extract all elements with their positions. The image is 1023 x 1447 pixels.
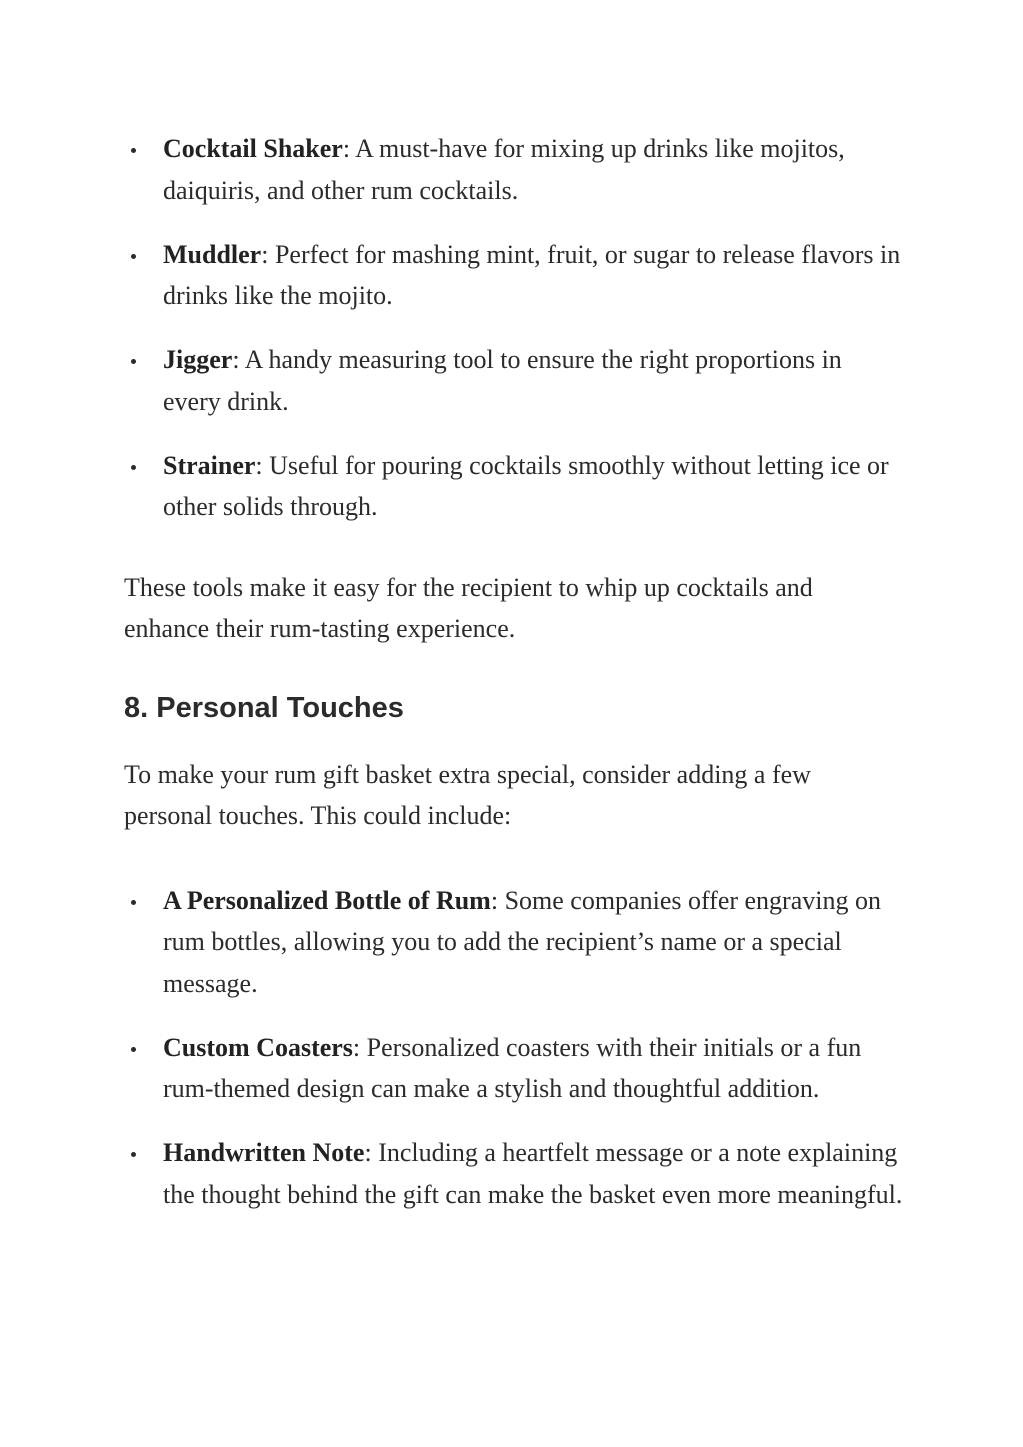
list-item [124,234,904,317]
list-item [124,1132,904,1215]
list-item [124,128,904,211]
list-item-description: : Including a heartfelt message or a note explaining the thought behind the gift can make the basket even more meaningful. [163,1138,903,1209]
personal-touches-list [124,880,904,1216]
tools-summary-paragraph: These tools make it easy for the recipient to whip up cocktails and enhance their rum-tasting experience. [124,572,813,643]
list-item-description: : Some companies offer engraving on rum bottles, allowing you to add the recipient’s name or a special message. [163,885,881,998]
list-item [124,1027,904,1110]
list-item-term: Custom Coasters [163,1032,353,1062]
list-item-description: : Perfect for mashing mint, fruit, or sugar to release flavors in drinks like the mojito. [163,239,901,310]
list-item-description: : A must-have for mixing up drinks like mojitos, daiquiris, and other rum cocktails. [163,134,845,205]
list-item-description: : A handy measuring tool to ensure the right proportions in every drink. [163,345,842,416]
list-item [124,339,904,422]
section-heading: 8. Personal Touches [124,691,404,724]
list-item-description: : Personalized coasters with their initials or a fun rum-themed design can make a stylish and thoughtful addition. [163,1032,862,1103]
bar-tools-list [124,128,904,528]
list-item [124,445,904,528]
list-item-term: Cocktail Shaker [163,134,343,163]
list-item-term: A Personalized Bottle of Rum [163,885,491,915]
list-item [124,880,904,1005]
article-body [124,128,904,1238]
list-item-term: Handwritten Note [163,1138,365,1167]
list-item-term: Strainer [163,450,256,480]
list-item-description: : Useful for pouring cocktails smoothly without letting ice or other solids through. [163,450,889,521]
list-item-term: Jigger [163,345,233,374]
list-item-term: Muddler [163,239,262,269]
section-intro-paragraph: To make your rum gift basket extra special, consider adding a few personal touches. This could include: [124,759,811,830]
